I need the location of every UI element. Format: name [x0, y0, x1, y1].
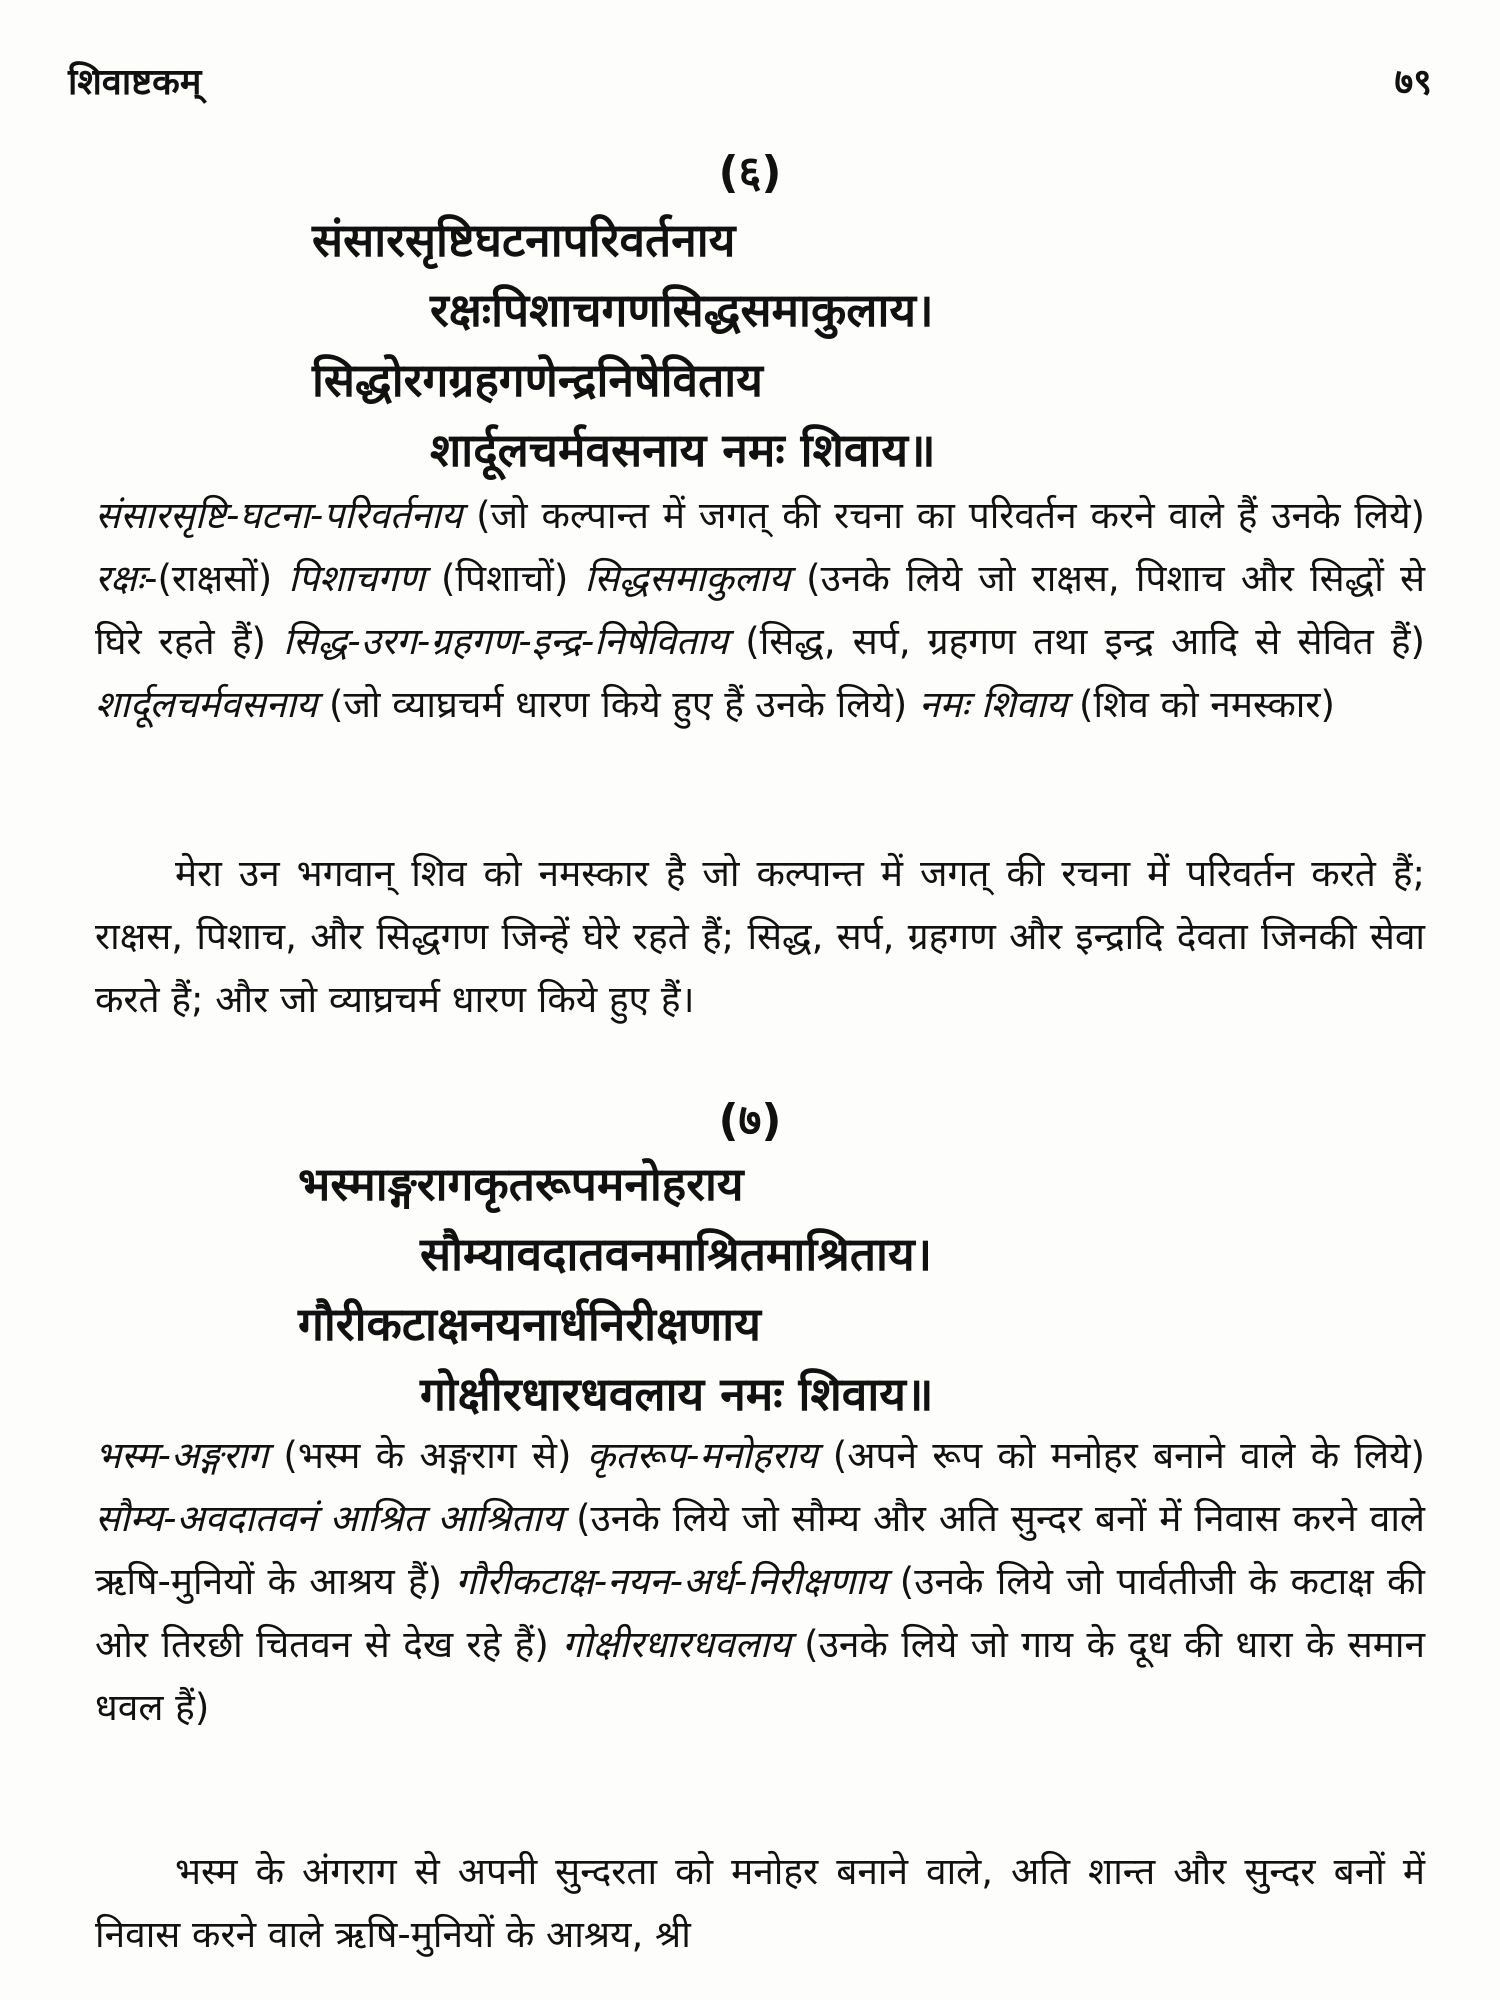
- gloss-text: (उनके लिये जो पार्वतीजी के कटाक्ष की ओर तिरछी चितवन से देख रहे हैं): [95, 1560, 1425, 1666]
- gloss-term: सौम्य-अवदातवनं आश्रित आश्रिताय: [95, 1497, 564, 1540]
- stanza-6-verse-line-1: संसारसृष्टिघटनापरिवर्तनाय: [312, 213, 736, 267]
- running-title: शिवाष्टकम्: [68, 62, 202, 103]
- gloss-text: (अपने रूप को मनोहर बनाने वाले के लिये): [817, 1434, 1425, 1477]
- stanza-7-meaning: [95, 1840, 1425, 1966]
- gloss-text: (भस्म के अङ्गराग से): [268, 1434, 587, 1477]
- stanza-6-meaning: [95, 842, 1425, 1031]
- stanza-7-verse-line-1: भस्माङ्गरागकृतरूपमनोहराय: [298, 1157, 744, 1211]
- gloss-term: सिद्ध-उरग-ग्रहगण-इन्द्र-निषेविताय: [283, 620, 729, 663]
- gloss-text: (उनके लिये जो गाय के दूध की धारा के समान धवल हैं): [95, 1623, 1426, 1729]
- stanza-7-verse-line-4: गोक्षीरधारधवलाय नमः शिवाय॥: [420, 1367, 934, 1421]
- stanza-6-verse-line-2: रक्षःपिशाचगणसिद्धसमाकुलाय।: [430, 283, 934, 337]
- gloss-term: शार्दूलचर्मवसनाय: [95, 683, 318, 726]
- gloss-term: भस्म-अङ्गराग: [95, 1434, 269, 1477]
- stanza-6-verse-line-4: शार्दूलचर्मवसनाय नमः शिवाय॥: [430, 423, 936, 477]
- stanza-7-word-gloss: [95, 1424, 1425, 1739]
- gloss-term: नमः शिवाय: [919, 683, 1068, 726]
- stanza-6-verse-line-3: सिद्धोरगग्रहगणेन्द्रनिषेविताय: [312, 353, 763, 407]
- gloss-term: संसारसृष्टि-घटना-परिवर्तनाय: [95, 494, 463, 537]
- gloss-text: (जो व्याघ्रचर्म धारण किये हुए हैं उनके लिये): [317, 683, 919, 726]
- gloss-text: (पिशाचों): [424, 557, 585, 600]
- gloss-term: कृतरूप-मनोहराय: [586, 1434, 818, 1477]
- stanza-7-number: (७): [718, 1095, 782, 1146]
- gloss-text: (शिव को नमस्कार): [1067, 683, 1335, 726]
- gloss-text: (उनके लिये जो राक्षस, पिशाच और सिद्धों से घिरे रहते हैं): [95, 557, 1426, 663]
- gloss-term: सिद्धसमाकुलाय: [584, 557, 790, 600]
- gloss-text: -(राक्षसों): [144, 557, 289, 600]
- gloss-text: (जो कल्पान्त में जगत् की रचना का परिवर्तन करने वाले हैं उनके लिये): [462, 494, 1425, 537]
- meaning-paragraph: भस्म के अंगराग से अपनी सुन्दरता को मनोहर बनाने वाले, अति शान्त और सुन्दर बनों में निवास करने वाले ऋषि-मुनियों के आश्रय, श्री: [95, 1850, 1425, 1956]
- gloss-term: गोक्षीरधारधवलाय: [562, 1623, 791, 1666]
- page-number: ७९: [1394, 62, 1432, 103]
- gloss-term: गौरीकटाक्ष-नयन-अर्ध-निरीक्षणाय: [455, 1560, 887, 1603]
- meaning-paragraph: मेरा उन भगवान् शिव को नमस्कार है जो कल्पान्त में जगत् की रचना में परिवर्तन करते हैं; राक्षस, पिशाच, और सिद्धगण जिन्हें घेरे रहते हैं; सिद्ध, सर्प, ग्रहगण और इन्द्रादि देवता जिनकी सेवा करते हैं; और जो व्याघ्रचर्म धारण किये हुए हैं।: [95, 852, 1425, 1021]
- gloss-text: (सिद्ध, सर्प, ग्रहगण तथा इन्द्र आदि से सेवित हैं): [728, 620, 1425, 663]
- stanza-7-verse-line-2: सौम्यावदातवनमाश्रितमाश्रिताय।: [420, 1227, 933, 1281]
- stanza-6-number: (६): [718, 147, 782, 198]
- stanza-6-word-gloss: [95, 484, 1425, 736]
- gloss-term: पिशाचगण: [288, 557, 425, 600]
- stanza-7-verse-line-3: गौरीकटाक्षनयनार्धनिरीक्षणाय: [298, 1297, 761, 1351]
- gloss-text: (उनके लिये जो सौम्य और अति सुन्दर बनों में निवास करने वाले ऋषि-मुनियों के आश्रय हैं): [95, 1497, 1425, 1603]
- gloss-term: रक्षः: [95, 557, 145, 600]
